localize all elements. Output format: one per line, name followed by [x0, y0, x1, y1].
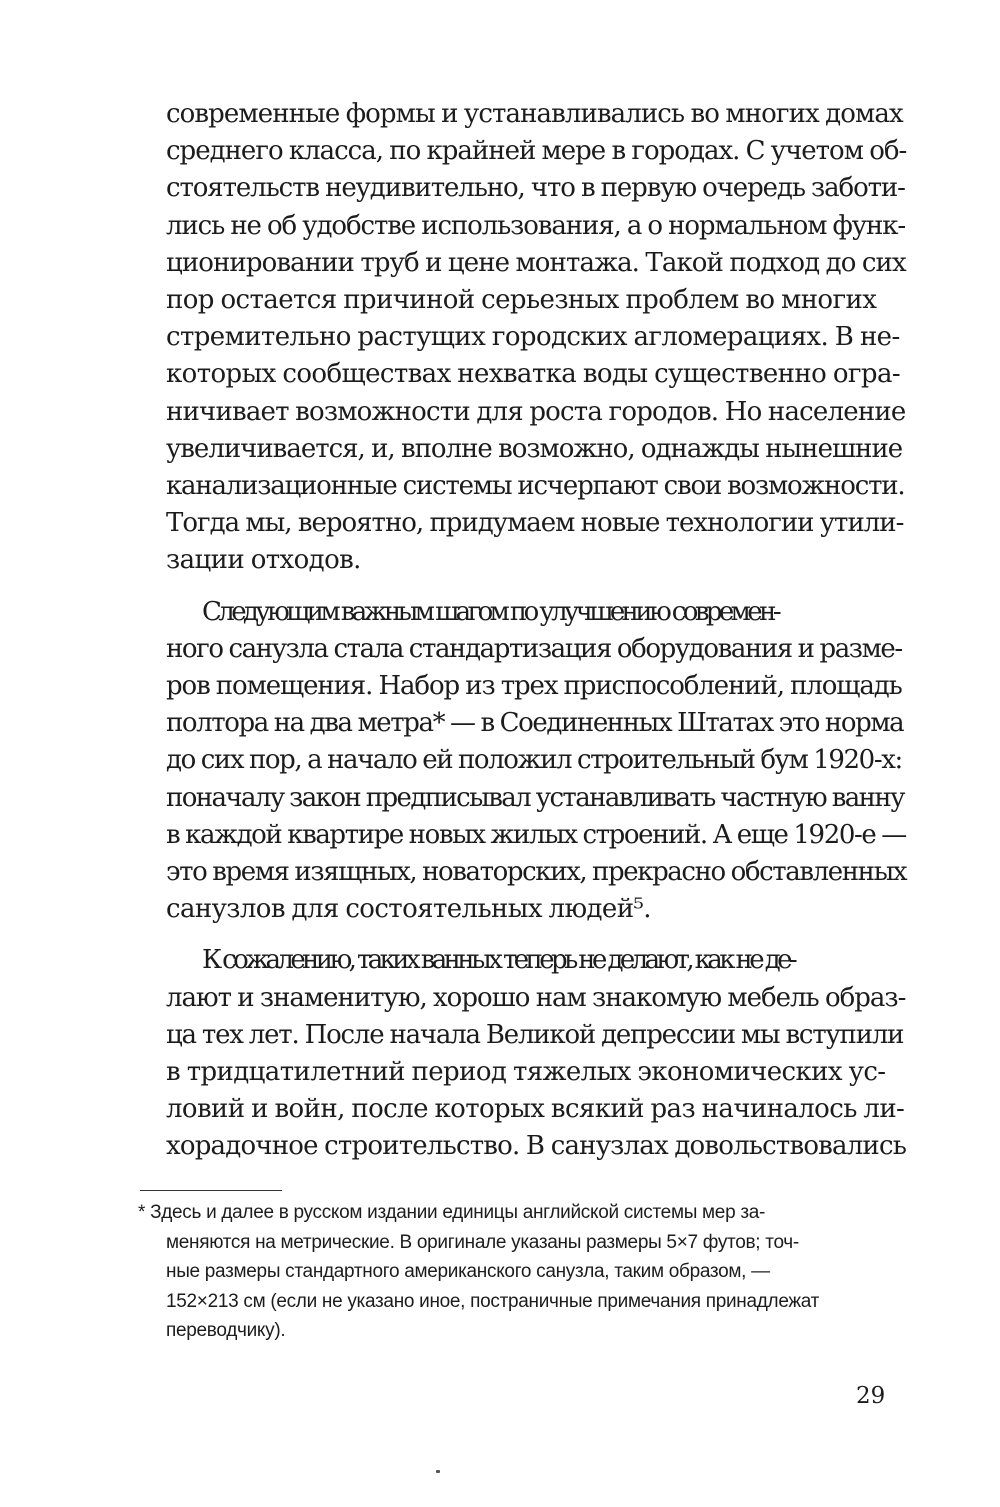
text-line: санузлов для состоятельных людей⁵. — [166, 894, 651, 925]
text-line: ца тех лет. После начала Великой депрессии мы вступили — [166, 1019, 904, 1050]
text-line: Тогда мы, вероятно, придумаем новые технологии утили- — [166, 508, 904, 539]
text-line: ционировании труб и цене монтажа. Такой подход до сих — [166, 247, 906, 278]
paragraph — [166, 942, 906, 1165]
text-line: лают и знаменитую, хорошо нам знакомую мебель образ- — [166, 982, 906, 1013]
paragraph — [166, 594, 906, 929]
text-line: увеличивается, и, вполне возможно, однажды нынешние — [166, 433, 903, 464]
text-line: которых сообществах нехватка воды существенно огра- — [166, 359, 901, 390]
footnote-divider — [140, 1190, 282, 1191]
text-line: ничивает возможности для роста городов. Но население — [166, 396, 906, 427]
text-line: до сих пор, а начало ей положил строительный бум 1920-х: — [166, 745, 902, 776]
text-line: лись не об удобстве использования, а о нормальном функ- — [166, 210, 906, 241]
text-line: хорадочное строительство. В санузлах довольствовались — [166, 1131, 907, 1162]
text-line: Следующим важным шагом по улучшению современ- — [202, 596, 779, 627]
text-line: канализационные системы исчерпают свои возможности. — [166, 471, 905, 502]
text-line: ловий и войн, после которых всякий раз начиналось ли- — [166, 1094, 905, 1125]
body-text — [166, 96, 906, 1166]
text-line: ного санузла стала стандартизация оборудования и разме- — [166, 633, 902, 664]
footnote-line: 152×213 см (если не указано иное, постраничные примечания принадлежат — [166, 1290, 820, 1312]
text-line: в каждой квартире новых жилых строений. А еще 1920-е — — [166, 819, 906, 850]
text-line: зации отходов. — [166, 545, 361, 576]
footnote — [138, 1198, 906, 1346]
footnote-line: переводчику). — [166, 1320, 286, 1342]
page-number: 29 — [856, 1383, 886, 1409]
text-line: среднего класса, по крайней мере в городах. С учетом об- — [166, 136, 907, 167]
text-line: стремительно растущих городских агломерациях. В не- — [166, 322, 900, 353]
text-line: поначалу закон предписывал устанавливать частную ванну — [166, 782, 904, 813]
text-line: это время изящных, новаторских, прекрасно обставленных — [166, 857, 907, 888]
footnote-line: ные размеры стандартного американского санузла, таким образом, — — [166, 1261, 770, 1283]
paragraph — [166, 96, 906, 580]
text-line: ров помещения. Набор из трех приспособлений, площадь — [166, 671, 902, 702]
text-line: стоятельств неудивительно, что в первую очередь заботи- — [166, 173, 905, 204]
text-line: пор остается причиной серьезных проблем во многих — [166, 285, 877, 316]
text-line: в тридцатилетний период тяжелых экономических ус- — [166, 1057, 886, 1088]
footnote-line: * Здесь и далее в русском издании единицы английской системы мер за- — [138, 1202, 766, 1223]
text-line: полтора на два метра* — в Соединенных Штатах это норма — [166, 708, 904, 739]
print-speck — [436, 1470, 440, 1473]
footnote-line: меняются на метрические. В оригинале указаны размеры 5×7 футов; точ- — [166, 1231, 799, 1253]
text-line: современные формы и устанавливались во многих домах — [166, 99, 903, 129]
text-line: К сожалению, таких ванных теперь не делают, как не де- — [202, 945, 795, 976]
